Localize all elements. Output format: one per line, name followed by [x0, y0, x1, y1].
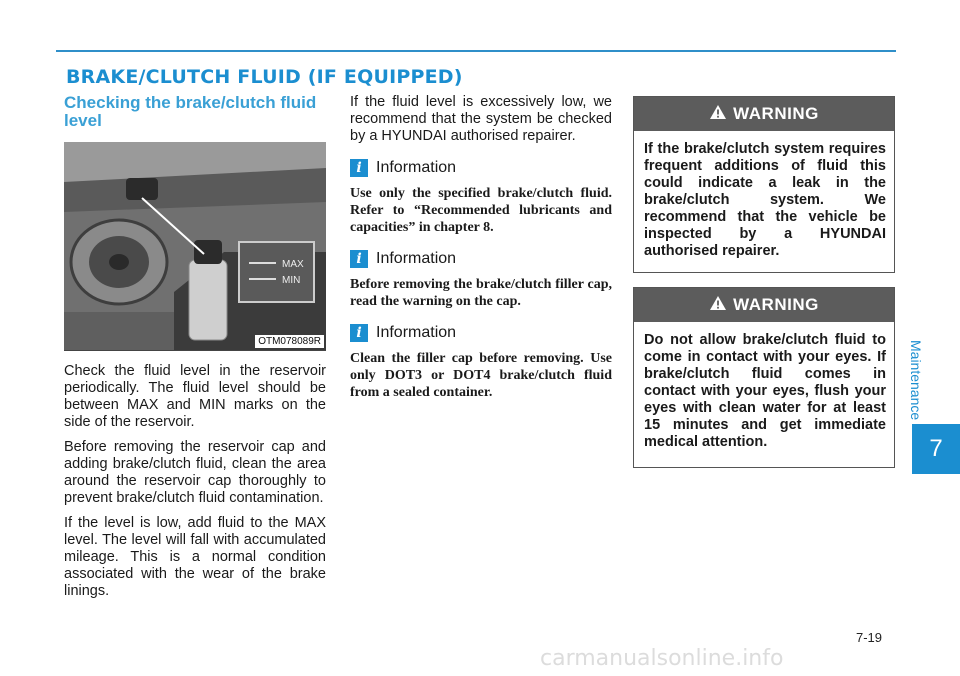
info-label: Information: [376, 159, 457, 176]
right-column: [633, 96, 895, 482]
section-title: BRAKE/CLUTCH FLUID (IF EQUIPPED): [66, 66, 463, 88]
warning-triangle-icon: [709, 295, 727, 316]
info-icon: i: [350, 159, 368, 177]
chapter-tab: 7: [912, 424, 960, 474]
info-text: Use only the specified brake/clutch fluid. Refer to “Recommended lubricants and capacities” in chapter 8.: [350, 186, 612, 235]
watermark: carmanualsonline.info: [540, 646, 784, 671]
subheading: Checking the brake/clutch fluid level: [64, 93, 317, 130]
paragraph: Check the fluid level in the reservoir periodically. The fluid level should be between MAX and MIN marks on the side of the reservoir.: [64, 363, 326, 430]
info-text: Before removing the brake/clutch filler cap, read the warning on the cap.: [350, 277, 612, 309]
min-mark-label: MIN: [282, 275, 301, 286]
middle-column: [350, 94, 612, 401]
warning-header: [634, 97, 894, 131]
warning-title: WARNING: [733, 295, 819, 314]
warning-title: WARNING: [733, 104, 819, 123]
warning-box: [633, 287, 895, 468]
warning-text: Do not allow brake/clutch fluid to come in contact with your eyes. If brake/clutch fluid comes in contact with your eyes, flush your eyes with clean water for at least 15 minutes and get immediate medical attention.: [644, 332, 886, 450]
left-column: [64, 94, 326, 608]
warning-triangle-icon: [709, 104, 727, 125]
info-block: [350, 324, 612, 401]
paragraph: Before removing the reservoir cap and adding brake/clutch fluid, clean the area around the reservoir cap thoroughly to prevent brake/clutch fluid contamination.: [64, 439, 326, 506]
info-label: Information: [376, 324, 457, 341]
warning-text: If the brake/clutch system requires frequent additions of fluid this could indicate a leak in the brake/clutch system. We recommend that the vehicle be inspected by a HYUNDAI authorised repairer.: [644, 141, 886, 259]
info-heading: [350, 324, 612, 342]
info-text: Clean the filler cap before removing. Use only DOT3 or DOT4 brake/clutch fluid from a sealed container.: [350, 351, 612, 400]
reservoir-photo: [64, 142, 326, 351]
info-icon: i: [350, 250, 368, 268]
warning-header: [634, 288, 894, 322]
max-mark-label: MAX: [282, 259, 304, 270]
paragraph: If the level is low, add fluid to the MAX level. The level will fall with accumulated mileage. This is a normal condition associated with the wear of the brake linings.: [64, 515, 326, 599]
chapter-side-label: Maintenance: [908, 340, 924, 421]
photo-caption: OTM078089R: [255, 335, 324, 348]
warning-box: [633, 96, 895, 273]
header-rule: [56, 50, 896, 52]
info-heading: [350, 250, 612, 268]
info-block: [350, 159, 612, 236]
info-icon: i: [350, 324, 368, 342]
page-number: 7-19: [856, 630, 883, 645]
info-heading: [350, 159, 612, 177]
info-block: [350, 250, 612, 310]
engine-bay-illustration: [64, 142, 326, 350]
info-label: Information: [376, 250, 457, 267]
paragraph: If the fluid level is excessively low, we recommend that the system be checked by a HYUNDAI authorised repairer.: [350, 94, 612, 144]
